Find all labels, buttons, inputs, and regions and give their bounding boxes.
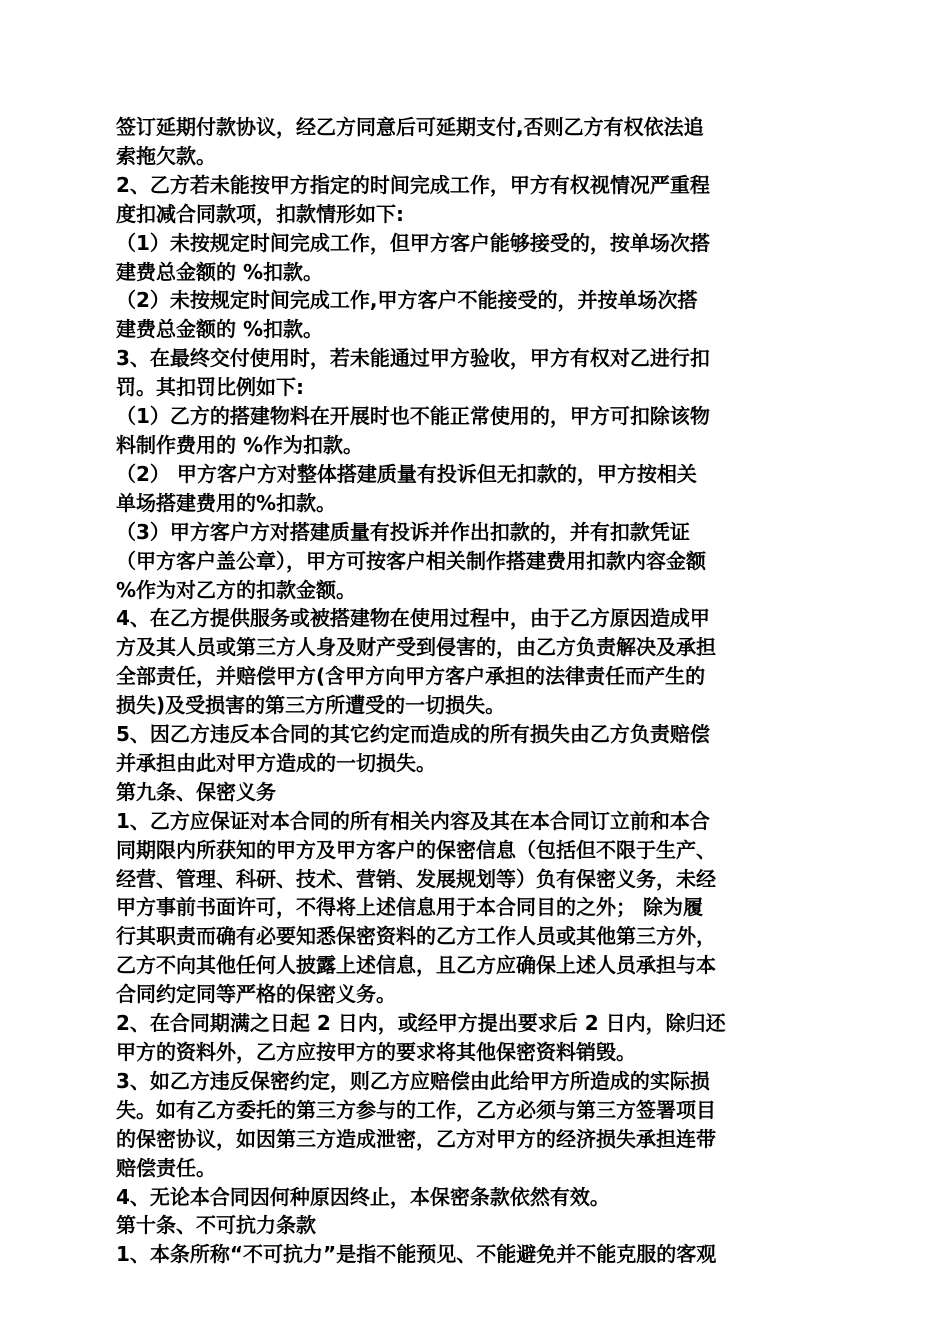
text-line: （1）未按规定时间完成工作，但甲方客户能够接受的，按单场次搭 (116, 230, 710, 255)
text-line: 单场搭建费用的%扣款。 (116, 490, 337, 515)
text-line: 1、乙方应保证对本合同的所有相关内容及其在本合同订立前和本合 (116, 808, 710, 833)
text-line: 1、本条所称“不可抗力”是指不能预见、不能避免并不能克服的客观 (116, 1242, 717, 1267)
text-line: 甲方的资料外，乙方应按甲方的要求将其他保密资料销毁。 (116, 1040, 636, 1064)
text-line: 料制作费用的 %作为扣款。 (116, 432, 364, 457)
text-line: 建费总金额的 %扣款。 (116, 317, 324, 342)
text-line: 经营、管理、科研、技术、营销、发展规划等）负有保密义务，未经 (116, 866, 716, 891)
text-line: 2、乙方若未能按甲方指定的时间完成工作，甲方有权视情况严重程 (116, 172, 710, 197)
text-line: 5、因乙方违反本合同的其它约定而造成的所有损失由乙方负责赔偿 (116, 722, 710, 747)
text-line: 损失)及受损害的第三方所遭受的一切损失。 (116, 693, 506, 718)
text-line: 行其职责而确有必要知悉保密资料的乙方工作人员或其他第三方外， (116, 924, 716, 949)
text-line: 全部责任，并赔偿甲方(含甲方向甲方客户承担的法律责任而产生的 (116, 664, 706, 689)
text-line: 方及其人员或第三方人身及财产受到侵害的，由乙方负责解决及承担 (116, 635, 716, 660)
text-line: 4、无论本合同因何种原因终止，本保密条款依然有效。 (116, 1184, 610, 1209)
text-line: （3）甲方客户方对搭建质量有投诉并作出扣款的，并有扣款凭证 (116, 519, 690, 544)
text-line: （2） 甲方客户方对整体搭建质量有投诉但无扣款的，甲方按相关 (116, 461, 697, 486)
text-line: 索拖欠款。 (116, 143, 216, 168)
text-line: （1）乙方的搭建物料在开展时也不能正常使用的，甲方可扣除该物 (116, 404, 710, 429)
text-line: （甲方客户盖公章），甲方可按客户相关制作搭建费用扣款内容金额 (116, 548, 706, 573)
text-line: 签订延期付款协议，经乙方同意后可延期支付,否则乙方有权依法追 (116, 115, 704, 139)
text-line: 度扣减合同款项，扣款情形如下: (116, 201, 404, 226)
text-line: 的保密协议，如因第三方造成泄密，乙方对甲方的经济损失承担连带 (116, 1126, 716, 1151)
text-line: 4、在乙方提供服务或被搭建物在使用过程中，由于乙方原因造成甲 (116, 606, 710, 631)
section-heading: 第十条、不可抗力条款 (116, 1213, 316, 1238)
text-line: 赔偿责任。 (116, 1155, 216, 1180)
text-line: 2、在合同期满之日起 2 日内，或经甲方提出要求后 2 日内，除归还 (116, 1011, 726, 1036)
text-line: 失。如有乙方委托的第三方参与的工作，乙方必须与第三方签署项目 (116, 1097, 716, 1122)
document-page (116, 113, 838, 1269)
text-line: %作为对乙方的扣款金额。 (116, 577, 357, 602)
text-line: 3、在最终交付使用时，若未能通过甲方验收，甲方有权对乙进行扣 (116, 346, 710, 371)
text-line: 并承担由此对甲方造成的一切损失。 (116, 750, 436, 775)
text-line: 建费总金额的 %扣款。 (116, 259, 324, 284)
text-line: 乙方不向其他任何人披露上述信息，且乙方应确保上述人员承担与本 (116, 953, 716, 978)
text-line: 同期限内所获知的甲方及甲方客户的保密信息（包括但不限于生产、 (116, 837, 716, 862)
text-line: 罚。其扣罚比例如下: (116, 375, 304, 400)
text-line: 3、如乙方违反保密约定，则乙方应赔偿由此给甲方所造成的实际损 (116, 1068, 710, 1093)
section-heading: 第九条、保密义务 (116, 779, 276, 804)
text-line: 合同约定同等严格的保密义务。 (116, 982, 396, 1007)
text-line: 甲方事前书面许可，不得将上述信息用于本合同目的之外； 除为履 (116, 895, 703, 920)
text-line: （2）未按规定时间完成工作,甲方客户不能接受的，并按单场次搭 (116, 288, 698, 313)
